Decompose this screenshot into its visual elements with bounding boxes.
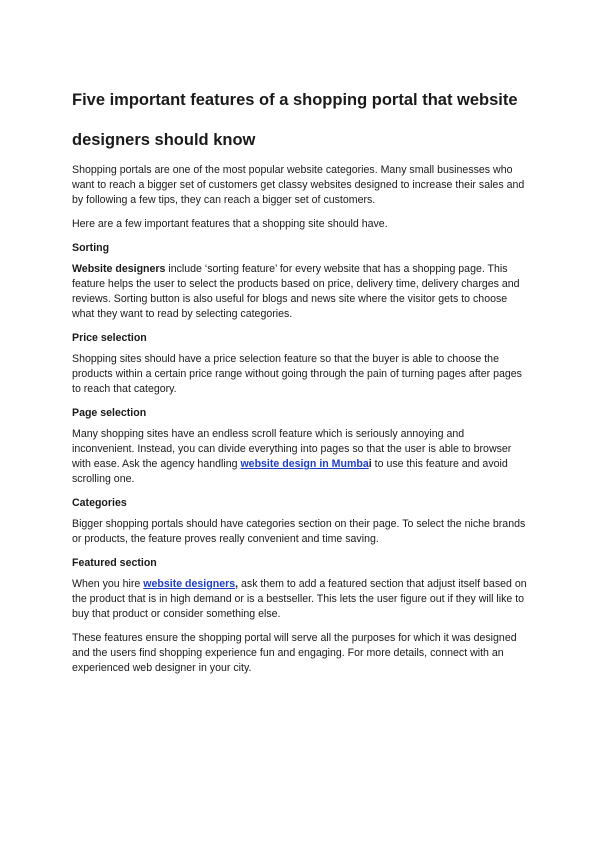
closing-paragraph: These features ensure the shopping portal will serve all the purposes for which it was designed and the users find shopping experience fun and engaging. For more details, connect with an experienced web designer in your city. xyxy=(72,632,517,674)
website-design-mumbai-link[interactable]: website design in Mumba xyxy=(240,458,369,470)
heading-categories: Categories xyxy=(72,497,127,509)
featured-section-paragraph xyxy=(72,577,528,622)
sorting-paragraph xyxy=(72,262,528,322)
sorting-lead-bold: Website designers xyxy=(72,263,166,275)
intro-paragraph: Shopping portals are one of the most popular website categories. Many small businesses who want to reach a bigger set of customers get classy websites designed to increase their sales and by following a few tips, they can reach a bigger set of customers. xyxy=(72,164,525,206)
featured-text-after: ask them to add a featured section that adjust itself based on the product that is in high demand or is a bestseller. This lets the user figure out if they will like to buy that product or consider something else. xyxy=(72,578,527,620)
price-selection-paragraph: Shopping sites should have a price selection feature so that the buyer is able to choose the products within a certain price range without going through the pain of turning pages after pages to reach that category. xyxy=(72,353,522,395)
sorting-text: include ‘sorting feature’ for every website that has a shopping page. This feature helps the user to select the products based on price, delivery time, delivery charges and reviews. Sorting button is also useful for blogs and news site where the visitor gets to choose what they want to read by selecting categories. xyxy=(72,263,520,320)
page-selection-paragraph xyxy=(72,427,528,487)
page-selection-text-after: to use this feature and avoid scrolling one. xyxy=(72,458,508,485)
featured-text-before: When you hire xyxy=(72,578,144,590)
intro-summary: Here are a few important features that a shopping site should have. xyxy=(72,218,388,230)
page-selection-text-before: Many shopping sites have an endless scroll feature which is seriously annoying and inconvenient. Instead, you can divide everything into pages so that the user is able to browser with ease. Ask the agency handling xyxy=(72,428,512,470)
featured-link-tail: , xyxy=(235,578,239,590)
heading-page-selection: Page selection xyxy=(72,407,147,419)
heading-featured-section: Featured section xyxy=(72,557,157,569)
page-title: Five important features of a shopping portal that website designers should know xyxy=(72,91,518,149)
heading-price-selection: Price selection xyxy=(72,332,147,344)
heading-sorting: Sorting xyxy=(72,242,110,254)
categories-paragraph: Bigger shopping portals should have categories section on their page. To select the niche brands or products, the feature proves really convenient and time saving. xyxy=(72,518,526,545)
page-selection-link-tail: i xyxy=(368,458,372,470)
article-body xyxy=(72,163,528,685)
website-designers-link[interactable]: website designers xyxy=(143,578,236,590)
